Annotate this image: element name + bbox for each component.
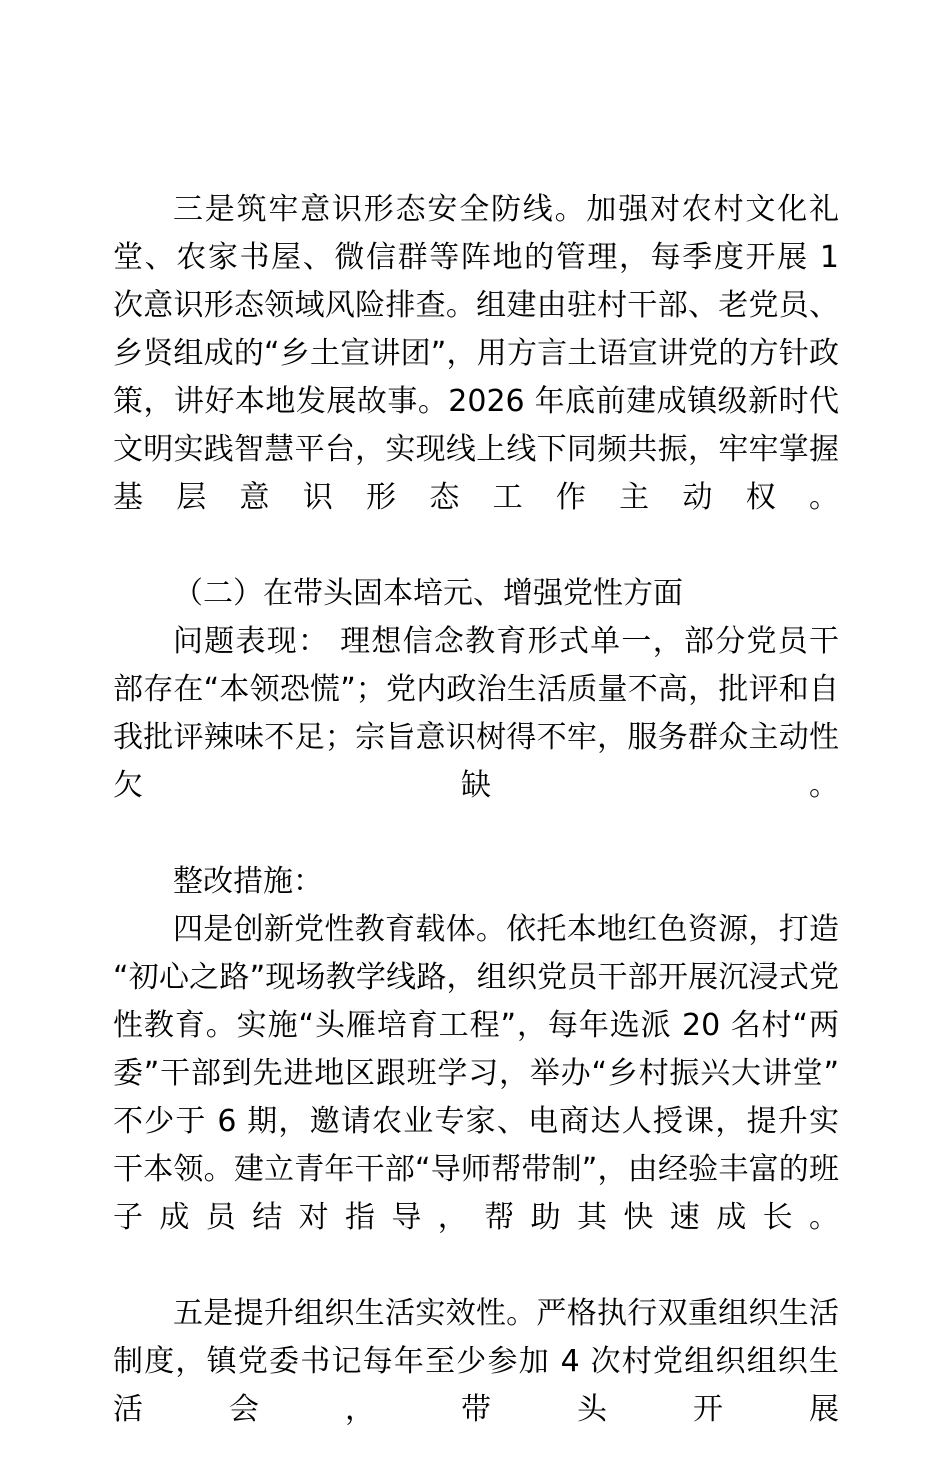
paragraph-si-shi: 四是创新党性教育载体。依托本地红色资源，打造“初心之路”现场教学线路，组织党员干部开展沉浸式党性教育。实施“头雁培育工程”，每年选派 20 名村“两委”干部到先进地区跟班学习，举办“乡村振兴大讲堂”不少于 6 期，邀请农业专家、电商达人授课，提升实干本领。建立青年干部“导师帮带制”，由经验丰富的班子成员结对指导，帮助其快速成长。: [113, 912, 839, 1235]
paragraph-problem-manifestation: 问题表现： 理想信念教育形式单一，部分党员干部存在“本领恐慌”；党内政治生活质量不高，批评和自我批评辣味不足；宗旨意识树得不牢，服务群众主动性欠缺。: [113, 624, 839, 803]
document-text-body: [113, 186, 839, 1482]
label-rectification-measures: 整改措施：: [173, 864, 323, 899]
paragraph-wu-shi: 五是提升组织生活实效性。严格执行双重组织生活制度，镇党委书记每年至少参加 4 次村党组织组织生活会，带头开展: [113, 1296, 839, 1427]
heading-section-er: （二）在带头固本培元、增强党性方面: [173, 576, 683, 611]
paragraph-san-shi: 三是筑牢意识形态安全防线。加强对农村文化礼堂、农家书屋、微信群等阵地的管理，每季度开展 1 次意识形态领域风险排查。组建由驻村干部、老党员、乡贤组成的“乡土宣讲团”，用方言土语宣讲党的方针政策，讲好本地发展故事。2026 年底前建成镇级新时代文明实践智慧平台，实现线上线下同频共振，牢牢掌握基层意识形态工作主动权。: [113, 192, 839, 515]
